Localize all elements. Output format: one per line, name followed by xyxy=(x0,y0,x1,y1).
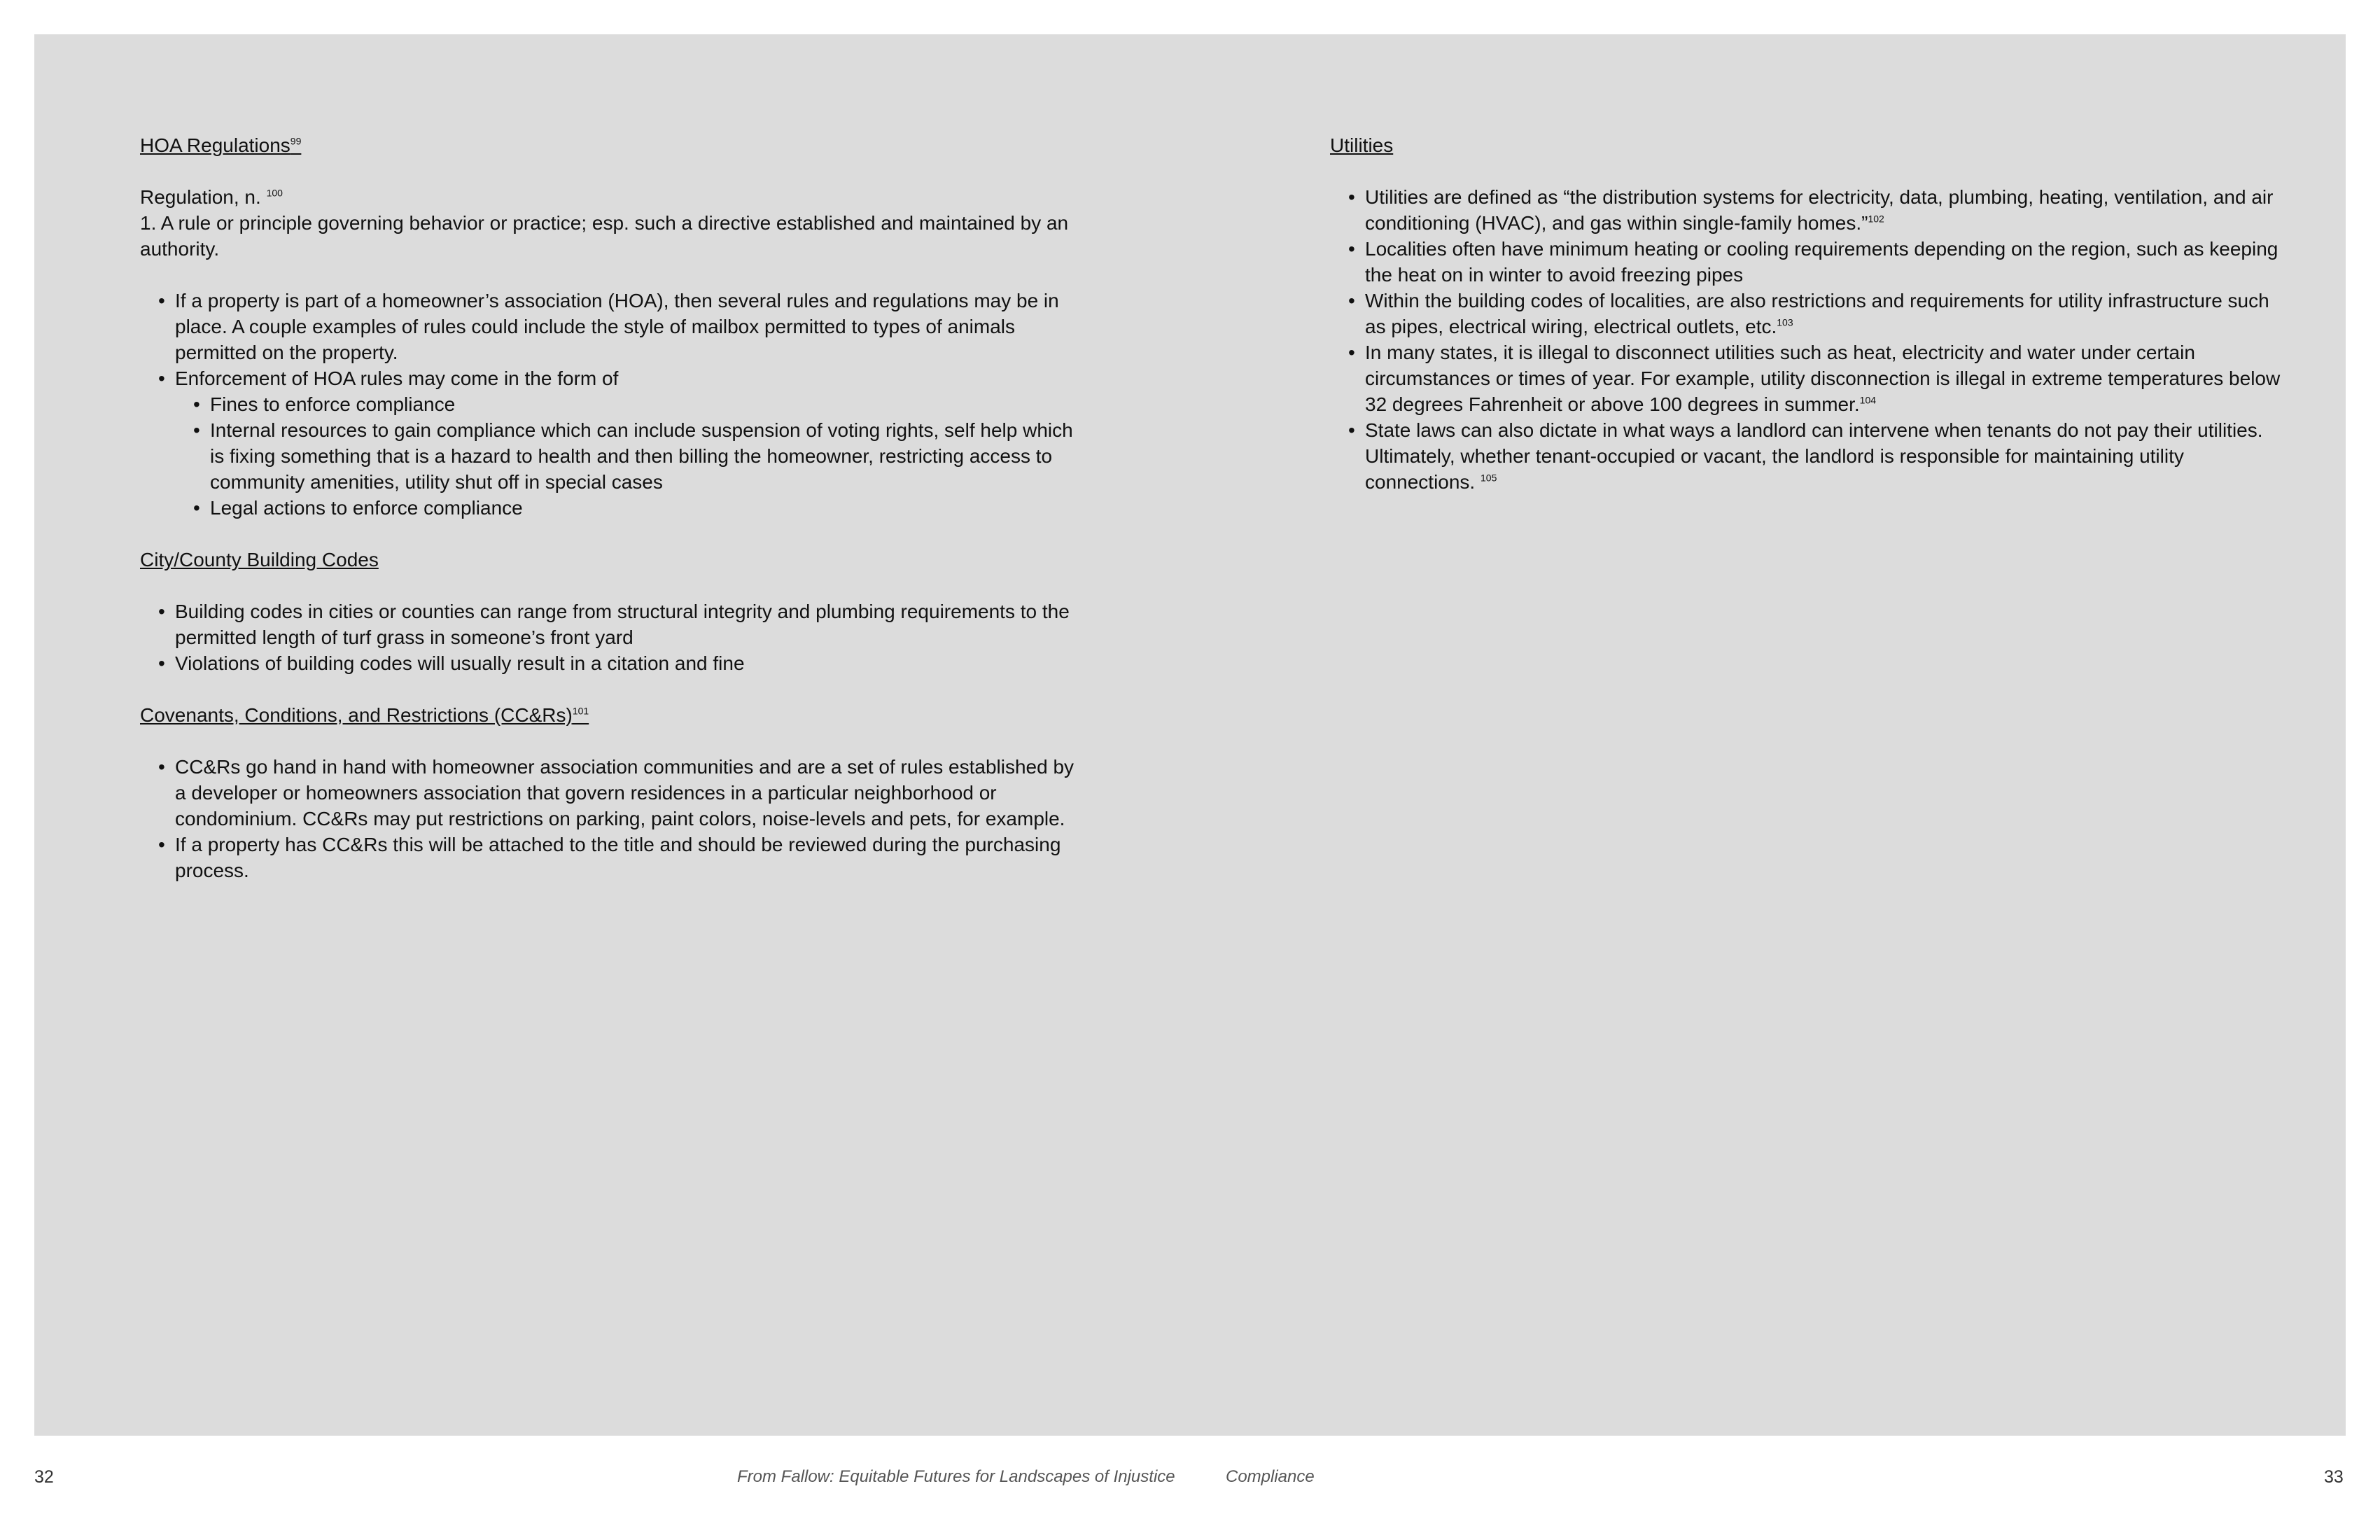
page-spread xyxy=(34,34,2346,1436)
list-item: • Utilities are defined as “the distribution systems for electricity, data, plumbing, heating, ventilation, and air conditioning (HVAC), and gas within single-family homes.”$^{102}$ xyxy=(1365,184,2282,236)
list-item: • Legal actions to enforce compliance xyxy=(210,495,1088,521)
ccrs-list xyxy=(140,754,1088,883)
right-column xyxy=(1330,132,2282,495)
list-item: • State laws can also dictate in what ways a landlord can intervene when tenants do not pay their utilities. Ultimately, whether tenant-occupied or vacant, the landlord is responsible for maintaining utility connections. $^{105}$ xyxy=(1365,417,2282,495)
book-title: From Fallow: Equitable Futures for Landscapes of Injustice xyxy=(737,1467,1175,1486)
utilities-list xyxy=(1330,184,2282,495)
left-column xyxy=(140,132,1088,883)
page-number-right: 33 xyxy=(2324,1467,2344,1487)
utilities-heading: Utilities xyxy=(1330,134,1394,156)
list-item: • Internal resources to gain compliance which can include suspension of voting rights, self help which is fixing something that is a hazard to health and then billing the homeowner, restricting access to community amenities, utility shut off in special cases xyxy=(210,417,1088,495)
list-item: • Building codes in cities or counties can range from structural integrity and plumbing requirements to the permitted length of turf grass in someone’s front yard xyxy=(175,598,1088,650)
list-item: • Fines to enforce compliance xyxy=(210,391,1088,417)
ccrs-heading: Covenants, Conditions, and Restrictions (CC&Rs)$^{101}$ xyxy=(140,704,589,726)
building-codes-list xyxy=(140,598,1088,676)
hoa-heading: HOA Regulations$^{99}$ xyxy=(140,134,302,156)
list-item: • Violations of building codes will usually result in a citation and fine xyxy=(175,650,1088,676)
list-item: • Enforcement of HOA rules may come in the form of • Fines to enforce compliance • Internal resources to gain compliance which can include suspension of voting rights, self help which is fixing something that is a hazard to health and then billing the homeowner, restricting access to community amenities, utility shut off in special cases • Legal actions to enforce compliance xyxy=(175,365,1088,521)
list-item: • In many states, it is illegal to disconnect utilities such as heat, electricity and water under certain circumstances or times of year. For example, utility disconnection is illegal in extreme temperatures below 32 degrees Fahrenheit or above 100 degrees in summer.$^{104}$ xyxy=(1365,340,2282,417)
definition-text: 1. A rule or principle governing behavior or practice; esp. such a directive established and maintained by an authority. xyxy=(140,212,1069,260)
hoa-list xyxy=(140,288,1088,521)
list-item: • Within the building codes of localities, are also restrictions and requirements for utility infrastructure such as pipes, electrical wiring, electrical outlets, etc.$^{103}$ xyxy=(1365,288,2282,340)
building-codes-heading: City/County Building Codes xyxy=(140,549,379,570)
list-item: • If a property is part of a homeowner’s association (HOA), then several rules and regulations may be in place. A couple examples of rules could include the style of mailbox permitted to types of animals permitted on the property. xyxy=(175,288,1088,365)
list-item: • Localities often have minimum heating or cooling requirements depending on the region, such as keeping the heat on in winter to avoid freezing pipes xyxy=(1365,236,2282,288)
section-title: Compliance xyxy=(1226,1467,1315,1486)
list-item: • If a property has CC&Rs this will be attached to the title and should be reviewed during the purchasing process. xyxy=(175,832,1088,883)
list-item: • CC&Rs go hand in hand with homeowner association communities and are a set of rules established by a developer or homeowners association that govern residences in a particular neighborhood or condominium. CC&Rs may put restrictions on parking, paint colors, noise-levels and pets, for example. xyxy=(175,754,1088,832)
definition-term: Regulation, n. $^{100}$ xyxy=(140,186,283,208)
page-number-left: 32 xyxy=(34,1467,54,1487)
enforcement-sublist xyxy=(175,391,1088,521)
